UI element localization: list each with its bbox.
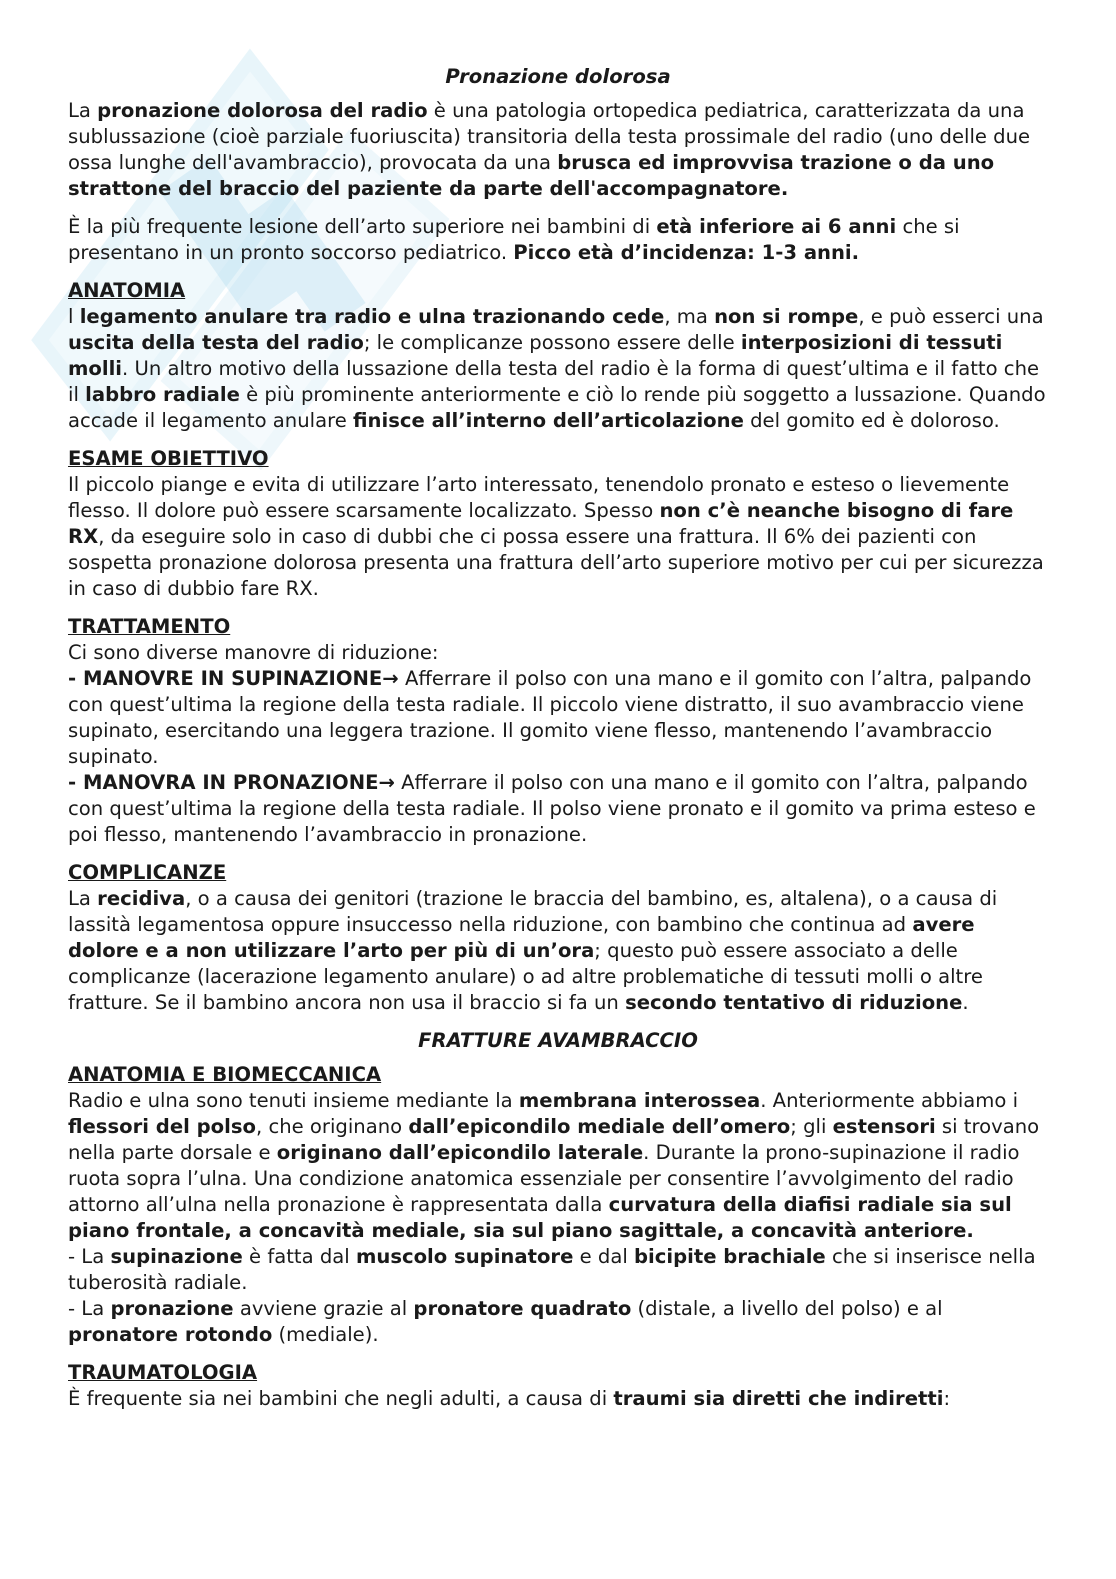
section-heading: ANATOMIA E BIOMECCANICA	[68, 1063, 382, 1086]
bold-run: originano dall’epicondilo laterale	[276, 1141, 644, 1164]
text-run: è fatta dal	[242, 1245, 356, 1268]
bold-run: secondo tentativo di riduzione	[625, 991, 963, 1014]
text-run: .	[962, 991, 969, 1014]
text-run: che si inserisce nella tuberosità radiale.	[68, 1245, 1036, 1294]
text-run: La	[68, 887, 98, 910]
text-run: avviene grazie al	[233, 1297, 414, 1320]
list-item	[68, 1244, 1048, 1296]
bold-run: pronatore rotondo	[68, 1323, 273, 1346]
section-body	[68, 304, 1048, 434]
text-run: è una patologia ortopedica pediatrica, caratterizzata da una sublussazione (cioè parziale fuoriuscita) transitoria della testa prossimale del radio (uno delle due ossa lunghe dell'avambraccio), provocata da una	[68, 99, 1031, 174]
text-run: Afferrare il polso con una mano e il gomito con l’altra, palpando con quest’ultima la regione della testa radiale. Il piccolo viene distratto, il suo avambraccio viene supinato, esercitando una leggera trazione. Il gomito viene flesso, mantenendo l’avambraccio supinato.	[68, 667, 1032, 768]
bold-run: uscita della testa del radio	[68, 331, 364, 354]
text-run: - La	[68, 1297, 111, 1320]
text-run: La	[68, 99, 98, 122]
bold-run: non c’è neanche bisogno di fare RX	[68, 499, 1014, 548]
bold-run: bicipite brachiale	[634, 1245, 826, 1268]
bold-run: muscolo supinatore	[355, 1245, 574, 1268]
text-run: e dal	[573, 1245, 635, 1268]
bold-run: pronazione	[110, 1297, 234, 1320]
text-run: . Durante la prono-supinazione il radio ruota sopra l’ulna. Una condizione anatomica essenziale per consentire l’avvolgimento del radio attorno all’ulna nella pronazione è rappresentata dalla	[68, 1141, 1020, 1216]
text-run: È la più frequente lesione dell’arto superiore nei bambini di	[68, 215, 657, 238]
text-run: Il piccolo piange e evita di utilizzare l’arto interessato, tenendolo pronato e esteso o lievemente flesso. Il dolore può essere scarsamente localizzato. Spesso	[68, 473, 1010, 522]
bold-run: - MANOVRE IN SUPINAZIONE	[68, 667, 383, 690]
bold-run: labbro radiale	[85, 383, 240, 406]
page-title: Pronazione dolorosa	[445, 65, 671, 88]
text-run: Radio e ulna sono tenuti insieme mediante la	[68, 1089, 519, 1112]
section-heading: TRAUMATOLOGIA	[68, 1361, 258, 1384]
bold-run: legamento anulare tra radio e ulna trazionando cede	[79, 305, 665, 328]
text-run: , o a causa dei genitori (trazione le braccia del bambino, es, altalena), o a causa di lassità legamentosa oppure insuccesso nella riduzione, con bambino che continua ad	[68, 887, 998, 936]
section-body	[68, 886, 1048, 1016]
text-run: Afferrare il polso con una mano e il gomito con l’altra, palpando con quest’ultima la regione della testa radiale. Il polso viene pronato e il gomito va prima esteso e poi flesso, mantenendo l’avambraccio in pronazione.	[68, 771, 1036, 846]
bold-run: estensori	[832, 1115, 936, 1138]
bold-run: età inferiore ai 6 anni	[656, 215, 897, 238]
section-esame-obiettivo	[68, 446, 1048, 602]
bold-run: non si rompe	[714, 305, 859, 328]
text-run: È frequente sia nei bambini che negli adulti, a causa di	[68, 1387, 614, 1410]
text-run: si trovano nella parte dorsale e	[68, 1115, 1040, 1164]
section-complicanze	[68, 860, 1048, 1016]
text-run: , da eseguire solo in caso di dubbi che ci possa essere una frattura. Il 6% dei pazienti con sospetta pronazione dolorosa presenta una frattura dell’arto superiore motivo per cui per sicurezza in caso di dubbio fare RX.	[68, 525, 1044, 600]
chapter-title: FRATTURE AVAMBRACCIO	[418, 1029, 698, 1052]
section-intro: Ci sono diverse manovre di riduzione:	[68, 641, 439, 664]
list-item	[68, 770, 1048, 848]
text-run: , ma	[664, 305, 715, 328]
bold-run: brusca ed improvvisa trazione o da uno strattone del braccio del paziente da parte dell'accompagnatore.	[68, 151, 995, 200]
bold-run: membrana interossea	[518, 1089, 761, 1112]
section-body	[68, 1386, 1048, 1412]
bold-run: traumi sia diretti che indiretti	[613, 1387, 944, 1410]
bold-run: finisce all’interno dell’articolazione	[353, 409, 744, 432]
section-heading: TRATTAMENTO	[68, 615, 231, 638]
section-anatomia-biomeccanica	[68, 1062, 1048, 1348]
intro-paragraph-1	[68, 98, 1048, 202]
text-run: (mediale).	[272, 1323, 379, 1346]
text-run: - La	[68, 1245, 111, 1268]
text-run: ; gli	[790, 1115, 833, 1138]
bold-run: Picco età d’incidenza: 1-3 anni.	[513, 241, 860, 264]
section-traumatologia	[68, 1360, 1048, 1412]
section-body	[68, 1088, 1048, 1244]
list-item	[68, 666, 1048, 770]
section-trattamento	[68, 614, 1048, 848]
bold-run: supinazione	[110, 1245, 243, 1268]
text-run: che si presentano in un pronto soccorso pediatrico.	[68, 215, 960, 264]
text-run: (distale, a livello del polso) e al	[631, 1297, 943, 1320]
section-anatomia	[68, 278, 1048, 434]
text-run: :	[943, 1387, 951, 1410]
document-page	[68, 60, 1048, 1424]
bold-run: →	[378, 771, 395, 794]
bold-run: pronazione dolorosa del radio	[97, 99, 428, 122]
bold-run: dall’epicondilo mediale dell’omero	[408, 1115, 791, 1138]
bold-run: flessori del polso	[68, 1115, 256, 1138]
text-run: del gomito ed è doloroso.	[743, 409, 1000, 432]
section-body	[68, 472, 1048, 602]
text-run: ; le complicanze possono essere delle	[363, 331, 741, 354]
bold-run: →	[382, 667, 399, 690]
text-run: , che originano	[255, 1115, 409, 1138]
text-run: . Un altro motivo della lussazione della testa del radio è la forma di quest’ultima e il fatto che il	[68, 357, 1040, 406]
text-run: l	[68, 305, 80, 328]
section-heading: ESAME OBIETTIVO	[68, 447, 269, 470]
bold-run: pronatore quadrato	[413, 1297, 632, 1320]
text-run: . Anteriormente abbiamo i	[760, 1089, 1019, 1112]
section-heading: COMPLICANZE	[68, 861, 227, 884]
section-heading: ANATOMIA	[68, 279, 186, 302]
intro-paragraph-2	[68, 214, 1048, 266]
list-item	[68, 1296, 1048, 1348]
text-run: , e può esserci una	[858, 305, 1044, 328]
text-run: è più prominente anteriormente e ciò lo rende più soggetto a lussazione. Quando accade il legamento anulare	[68, 383, 1046, 432]
text-run: ; questo può essere associato a delle complicanze (lacerazione legamento anulare) o ad altre problematiche di tessuti molli o altre fratture. Se il bambino ancora non usa il braccio si fa un	[68, 939, 983, 1014]
bold-run: recidiva	[97, 887, 186, 910]
bold-run: avere dolore e a non utilizzare l’arto per più di un’ora	[68, 913, 975, 962]
bold-run: curvatura della diafisi radiale sia sul piano frontale, a concavità mediale, sia sul piano sagittale, a concavità anteriore.	[68, 1193, 1012, 1242]
bold-run: interposizioni di tessuti molli	[68, 331, 1003, 380]
bold-run: - MANOVRA IN PRONAZIONE	[68, 771, 379, 794]
